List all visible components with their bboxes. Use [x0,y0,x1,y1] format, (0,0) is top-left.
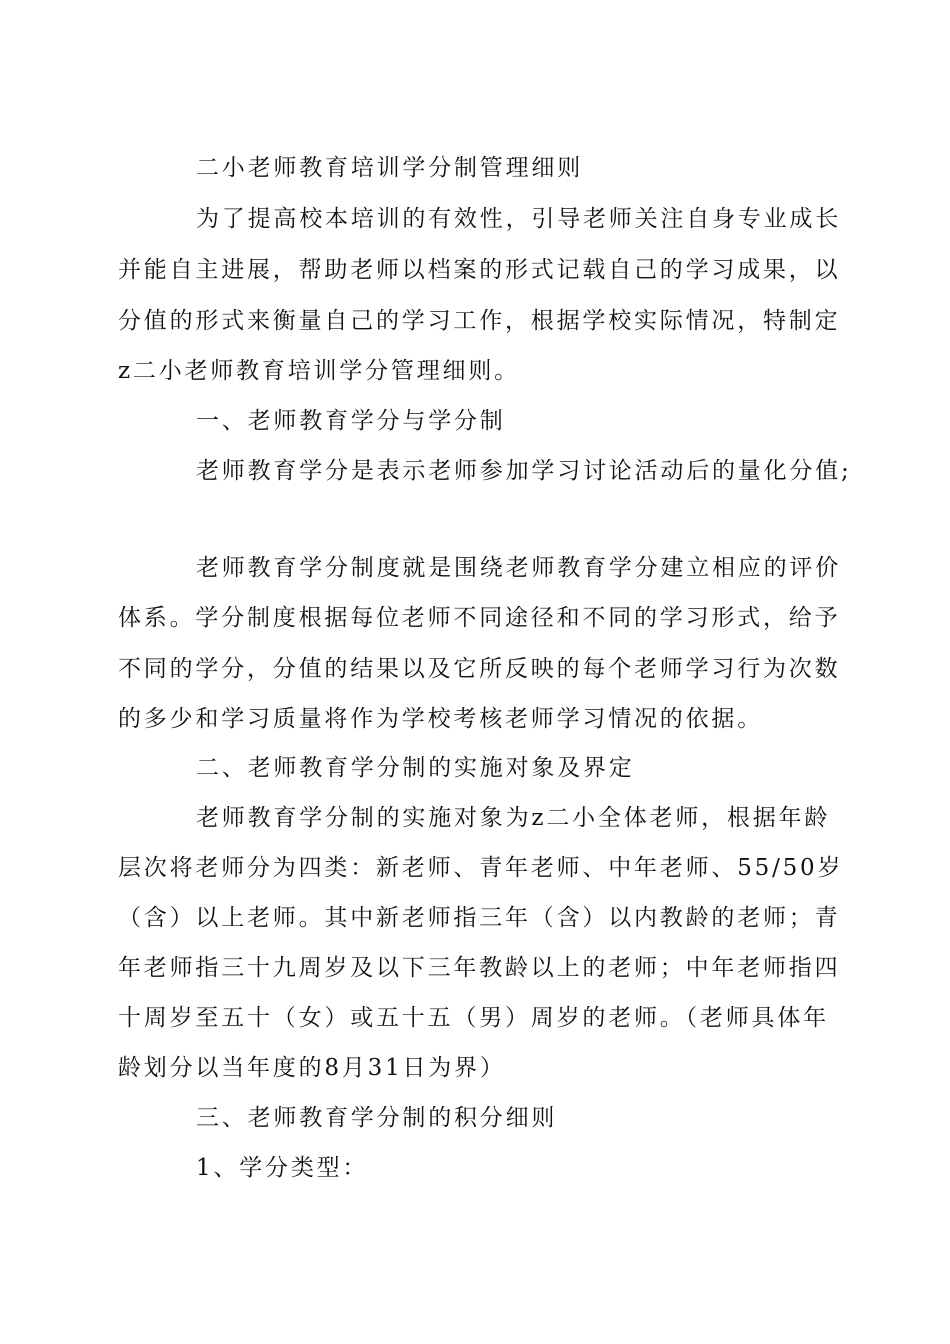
section-3-item-1: 1、学分类型： [196,1155,369,1181]
section-1-paragraph-2-line-2: 体系。学分制度根据每位老师不同途径和不同的学习形式，给予 [118,605,841,631]
section-3-heading: 三、老师教育学分制的积分细则 [196,1105,558,1131]
section-2-heading: 二、老师教育学分制的实施对象及界定 [196,755,635,781]
section-1-paragraph-1: 老师教育学分是表示老师参加学习讨论活动后的量化分值; [196,458,852,484]
intro-line-3: 分值的形式来衡量自己的学习工作，根据学校实际情况，特制定 [118,308,841,334]
section-2-paragraph-line-5: 十周岁至五十（女）或五十五（男）周岁的老师。（老师具体年 [118,1005,829,1031]
section-1-paragraph-2-line-3: 不同的学分，分值的结果以及它所反映的每个老师学习行为次数 [118,656,841,682]
intro-line-2: 并能自主进展，帮助老师以档案的形式记载自己的学习成果，以 [118,257,841,283]
section-1-paragraph-2-line-4: 的多少和学习质量将作为学校考核老师学习情况的依据。 [118,706,763,732]
document-title: 二小老师教育培训学分制管理细则 [196,155,583,181]
section-1-heading: 一、老师教育学分与学分制 [196,408,506,434]
section-1-paragraph-2-line-1: 老师教育学分制度就是围绕老师教育学分建立相应的评价 [196,555,841,581]
section-2-paragraph-line-6: 龄划分以当年度的8月31日为界） [118,1055,506,1081]
section-2-paragraph-line-3: （含）以上老师。其中新老师指三年（含）以内教龄的老师；青 [118,905,841,931]
intro-line-4: z二小老师教育培训学分管理细则。 [118,358,520,384]
section-2-paragraph-line-1: 老师教育学分制的实施对象为z二小全体老师，根据年龄 [196,805,831,831]
section-2-paragraph-line-4: 年老师指三十九周岁及以下三年教龄以上的老师；中年老师指四 [118,955,841,981]
section-2-paragraph-line-2: 层次将老师分为四类：新老师、青年老师、中年老师、55/50岁 [118,855,844,881]
intro-line-1: 为了提高校本培训的有效性，引导老师关注自身专业成长 [196,206,841,232]
